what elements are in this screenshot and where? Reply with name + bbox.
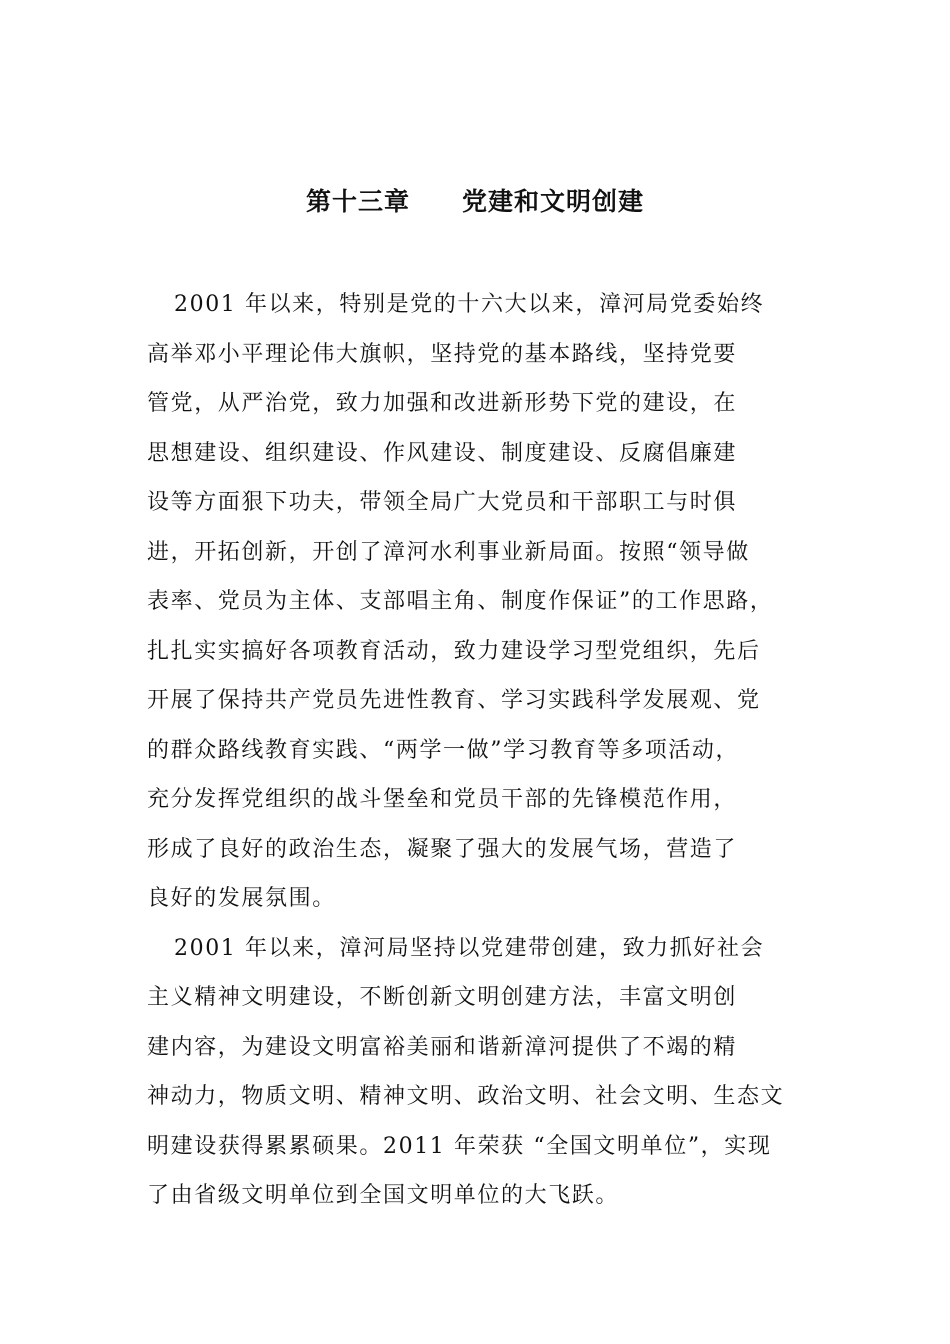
paragraph-line: 设等方面狠下功夫，带领全局广大党员和干部职工与时俱 [147,490,738,515]
paragraph-line: 2001 年以来，漳河局坚持以党建带创建，致力抓好社会 [174,935,765,961]
paragraph-1 [147,280,815,924]
chapter-title: 第十三章 党建和文明创建 [305,187,644,216]
paragraph-line: 管党，从严治党，致力加强和改进新形势下党的建设，在 [147,391,738,416]
paragraph-line: 形成了良好的政治生态，凝聚了强大的发展气场，营造了 [147,836,738,862]
body-text [147,280,815,1221]
paragraph-line: 扎扎实实搞好各项教育活动，致力建设学习型党组织，先后 [147,638,761,664]
paragraph-line: 充分发挥党组织的战斗堡垒和党员干部的先锋模范作用， [147,787,738,812]
paragraph-line: 神动力，物质文明、精神文明、政治文明、社会文明、生态文 [147,1084,785,1109]
paragraph-line: 高举邓小平理论伟大旗帜，坚持党的基本路线，坚持党要 [147,341,738,367]
paragraph-line: 开展了保持共产党员先进性教育、学习实践科学发展观、党 [147,688,761,713]
paragraph-2 [147,924,815,1221]
paragraph-line: 明建设获得累累硕果。2011 年荣获 “全国文明单位”，实现 [147,1133,772,1159]
paragraph-line: 的群众路线教育实践、“两学一做”学习教育等多项活动， [147,737,740,763]
paragraph-line: 思想建设、组织建设、作风建设、制度建设、反腐倡廉建 [147,440,738,466]
paragraph-line: 进，开拓创新，开创了漳河水利事业新局面。按照“领导做 [147,539,750,565]
paragraph-line: 良好的发展氛围。 [147,886,336,911]
paragraph-line: 主义精神文明建设，不断创新文明创建方法，丰富文明创 [147,985,738,1010]
paragraph-line: 建内容，为建设文明富裕美丽和谐新漳河提供了不竭的精 [147,1034,738,1060]
paragraph-line: 表率、党员为主体、支部唱主角、制度作保证”的工作思路， [147,589,774,614]
paragraph-line: 了由省级文明单位到全国文明单位的大飞跃。 [147,1183,620,1208]
paragraph-line: 2001 年以来，特别是党的十六大以来，漳河局党委始终 [174,292,765,317]
